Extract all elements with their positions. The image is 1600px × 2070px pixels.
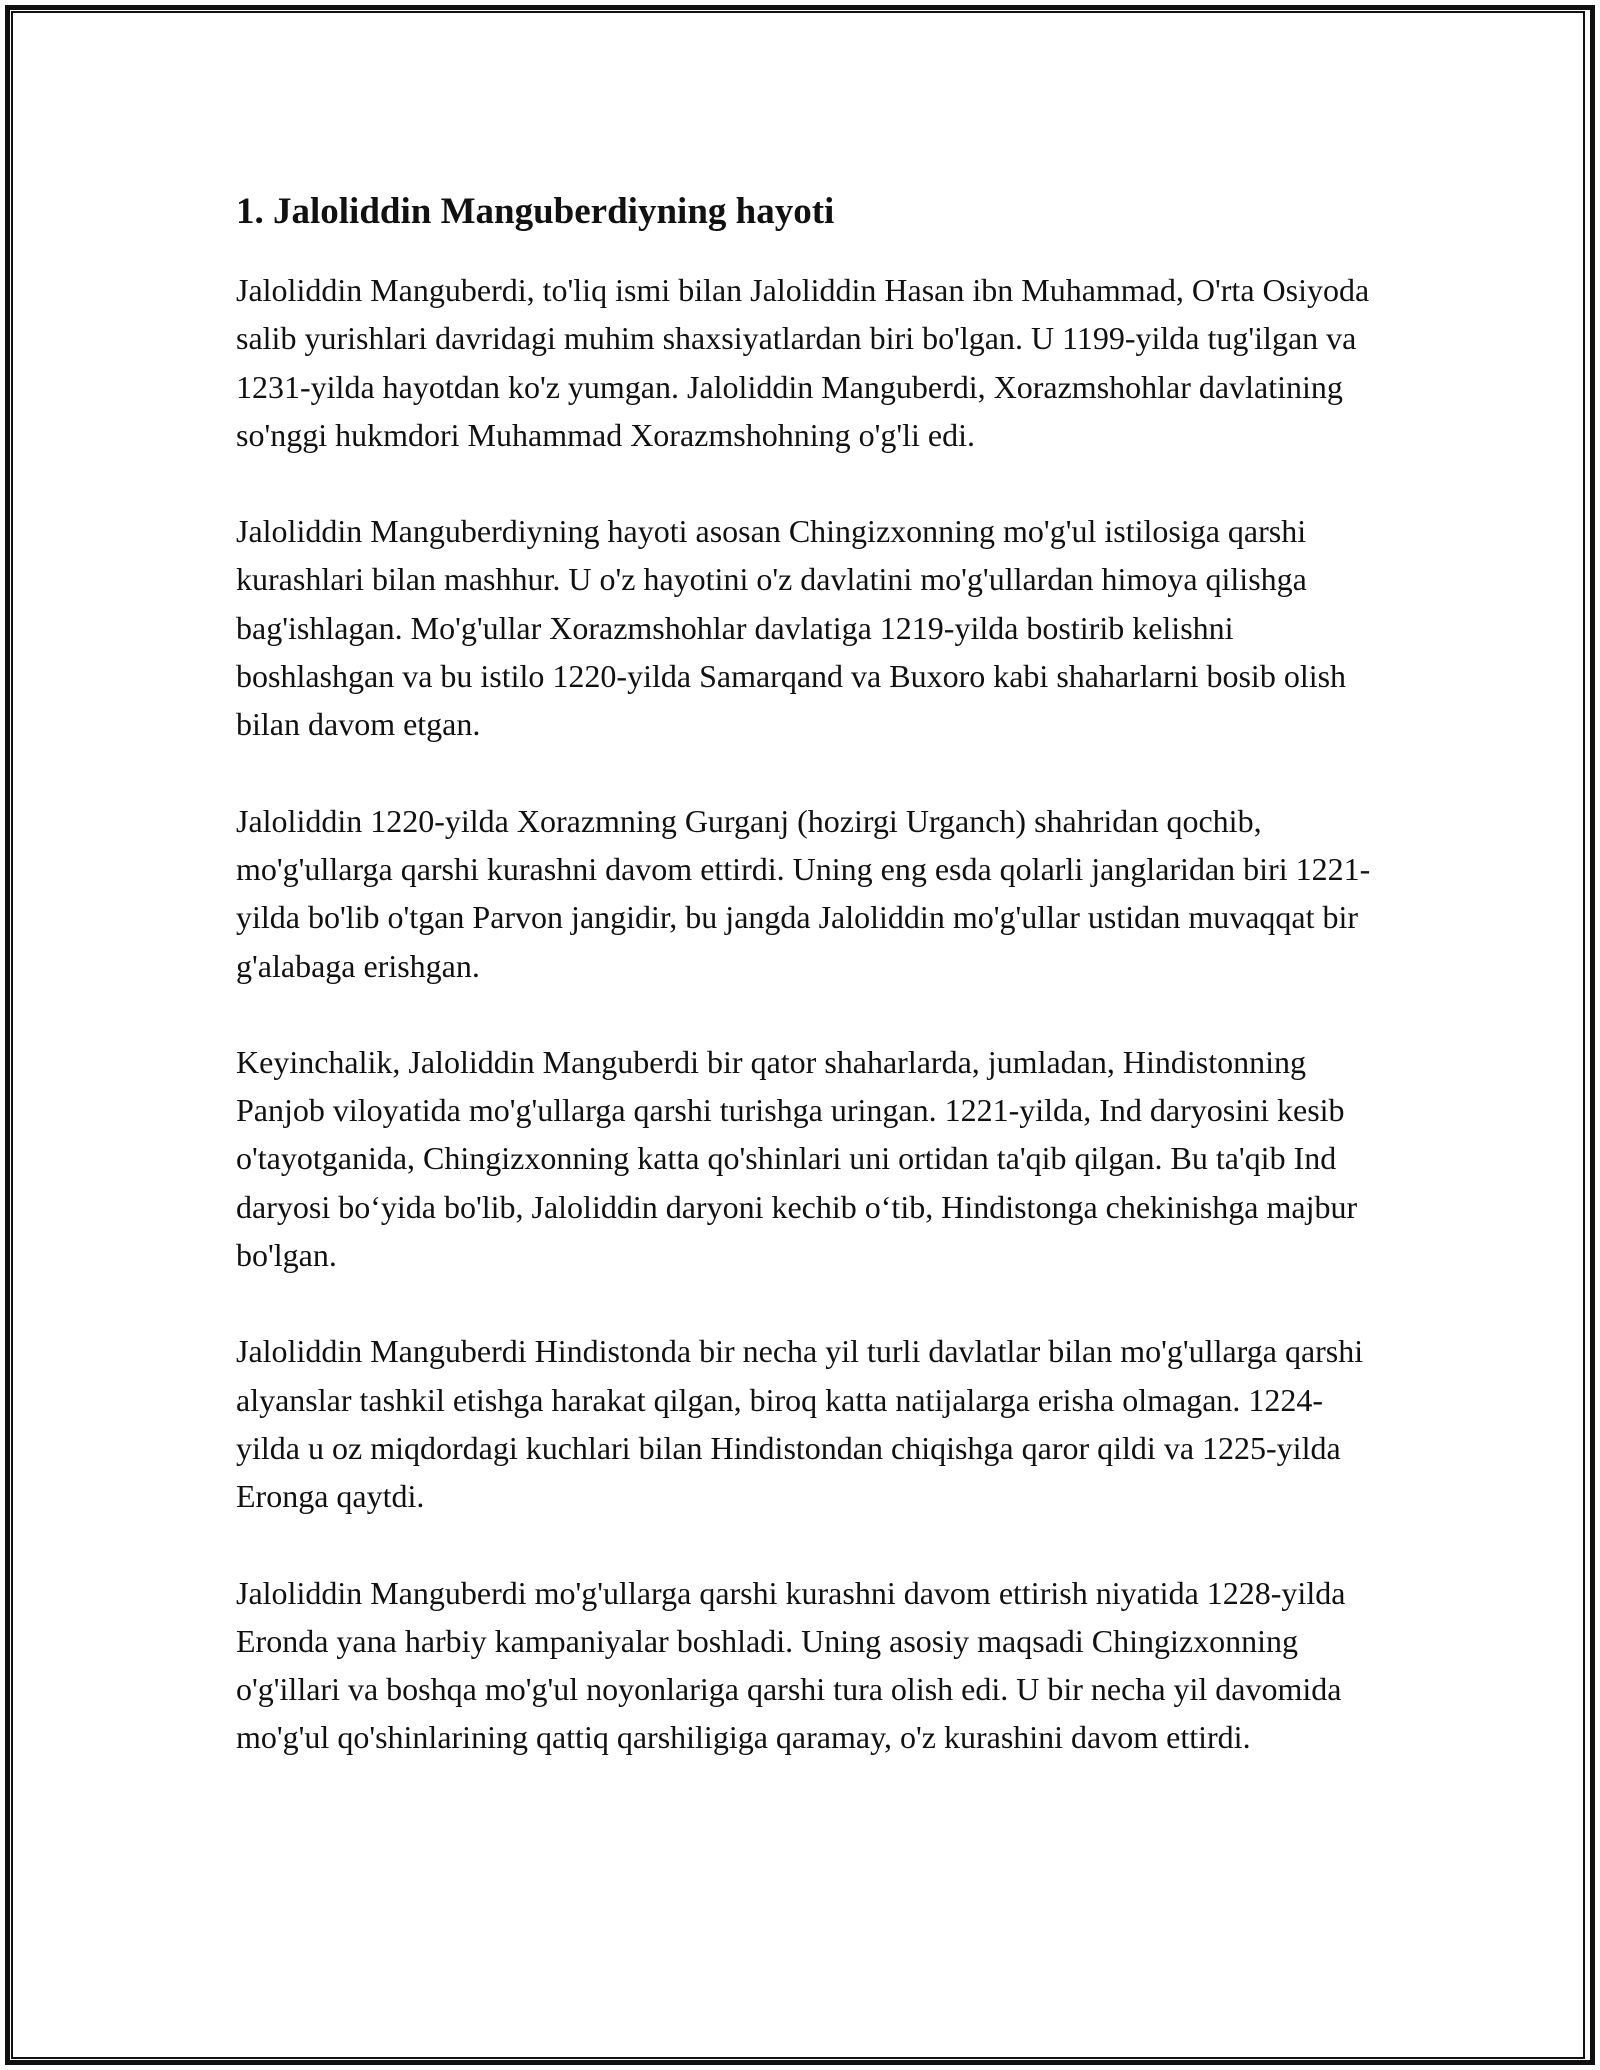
paragraph-parvan-battle: Jaloliddin 1220-yilda Xorazmning Gurganj (hozirgi Urganch) shahridan qochib, mo'g'ullarga qarshi kurashni davom ettirdi. Uning eng esda qolarli janglaridan biri 1221-yilda bo'lib o'tgan Parvon jangidir, bu jangda Jaloliddin mo'g'ullar ustidan muvaqqat bir g'alabaga erishgan. [236,802,1371,984]
paragraph-india-years: Jaloliddin Manguberdi Hindistonda bir necha yil turli davlatlar bilan mo'g'ullarga qarshi alyanslar tashkil etishga harakat qilgan, biroq katta natijalarga erisha olmagan. 1224-yilda u oz miqdordagi kuchlari bilan Hindistondan chiqishga qaror qildi va 1225-yilda Eronga qaytdi. [236,1333,1364,1515]
paragraph-iran-campaigns: Jaloliddin Manguberdi mo'g'ullarga qarshi kurashni davom ettirish niyatida 1228-yilda Eronda yana harbiy kampaniyalar boshladi. Uning asosiy maqsadi Chingizxonning o'g'illari va boshqa mo'g'ul noyonlariga qarshi tura olish edi. U bir necha yil davomida mo'g'ul qo'shinlarining qattiq qarshiligiga qaramay, o'z kurashini davom ettirdi. [236,1574,1346,1756]
document-body [236,188,1376,1810]
section-heading: 1. Jaloliddin Manguberdiyning hayoti [236,191,835,232]
paragraph-indus-retreat: Keyinchalik, Jaloliddin Manguberdi bir qator shaharlarda, jumladan, Hindistonning Panjob viloyatida mo'g'ullarga qarshi turishga uringan. 1221-yilda, Ind daryosini kesib o'tayotganida, Chingizxonning katta qo'shinlari uni ortidan ta'qib qilgan. Bu ta'qib Ind daryosi bo‘yida bo'lib, Jaloliddin daryoni kechib o‘tib, Hindistonga chekinishga majbur bo'lgan. [236,1043,1358,1274]
paragraph-intro: Jaloliddin Manguberdi, to'liq ismi bilan Jaloliddin Hasan ibn Muhammad, O'rta Osiyoda salib yurishlari davridagi muhim shaxsiyatlardan biri bo'lgan. U 1199-yilda tug'ilgan va 1231-yilda hayotdan ko'z yumgan. Jaloliddin Manguberdi, Xorazmshohlar davlatining so'nggi hukmdori Muhammad Xorazmshohning o'g'li edi. [236,272,1370,453]
paragraph-mongol-invasion: Jaloliddin Manguberdiyning hayoti asosan Chingizxonning mo'g'ul istilosiga qarshi kurashlari bilan mashhur. U o'z hayotini o'z davlatini mo'g'ullardan himoya qilishga bag'ishlagan. Mo'g'ullar Xorazmshohlar davlatiga 1219-yilda bostirib kelishni boshlashgan va bu istilo 1220-yilda Samarqand va Buxoro kabi shaharlarni bosib olish bilan davom etgan. [236,513,1347,743]
